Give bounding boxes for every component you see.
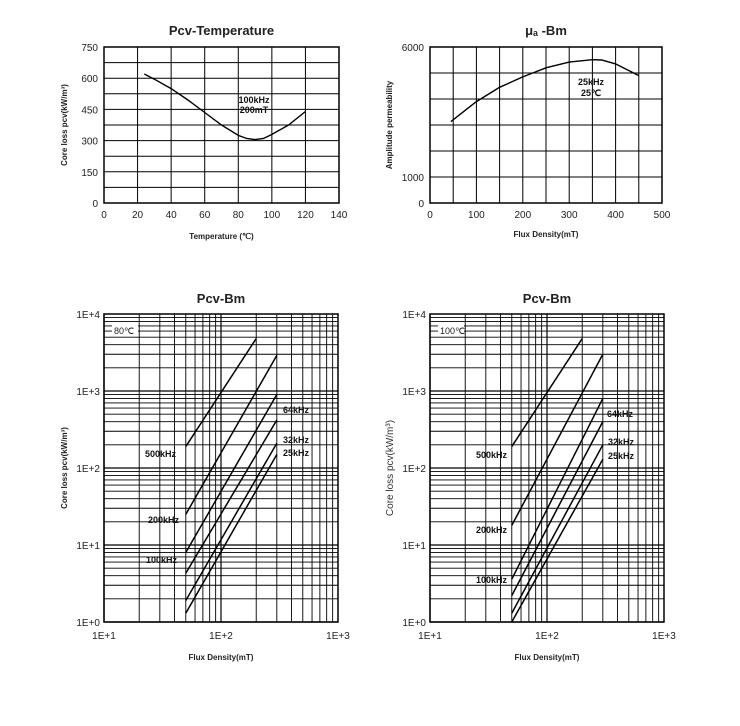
y-tick-label: 6000	[401, 43, 424, 54]
y-tick-label: 150	[81, 167, 98, 179]
y-tick-label: 1E+4	[76, 310, 100, 321]
series-line	[186, 355, 277, 514]
permeability-curve	[451, 60, 639, 122]
x-axis-label: Flux Density(mT)	[188, 653, 254, 662]
annotation-flux: 200mT	[239, 105, 269, 115]
pcv-temperature-chart	[60, 23, 348, 241]
x-tick-label: 60	[199, 210, 211, 221]
temperature-annotation: 80℃	[114, 326, 135, 336]
x-tick-label: 100	[263, 210, 281, 221]
y-tick-label: 450	[81, 105, 98, 117]
y-tick-label: 1E+4	[402, 310, 426, 321]
y-tick-label: 1E+0	[402, 618, 426, 629]
chart-title: Pcv-Bm	[522, 291, 572, 306]
y-tick-label: 0	[92, 199, 98, 210]
pcv-bm-80c-chart	[60, 291, 350, 662]
x-tick-label: 1E+1	[92, 631, 116, 642]
y-axis-label: Core loss pcv(kW/m³)	[60, 427, 69, 509]
series-label: 500kHz	[476, 450, 508, 460]
series-label: 200kHz	[148, 515, 180, 525]
y-tick-label: 1E+3	[76, 387, 100, 398]
y-tick-label: 600	[81, 74, 98, 86]
x-tick-label: 1E+1	[418, 631, 442, 642]
series-label: 32kHz	[283, 435, 310, 445]
x-axis-label: Temperature (℃)	[189, 232, 254, 241]
y-axis-label: Core loss pcv(kW/m³)	[385, 419, 396, 517]
y-tick-label: 1000	[401, 173, 424, 184]
series-label: 200kHz	[476, 525, 508, 535]
y-tick-label: 1E+2	[402, 464, 426, 475]
x-tick-label: 100	[468, 210, 485, 221]
x-tick-label: 0	[427, 210, 433, 221]
x-tick-label: 1E+3	[326, 631, 350, 642]
y-tick-label: 1E+0	[76, 618, 100, 629]
series-label: 25kHz	[608, 451, 635, 461]
y-tick-label: 1E+1	[76, 541, 100, 552]
y-tick-label: 300	[81, 136, 98, 148]
x-axis-label: Flux Density(mT)	[514, 653, 580, 662]
temperature-annotation: 100℃	[440, 326, 466, 336]
y-tick-label: 0	[418, 199, 424, 210]
series-label: 64kHz	[607, 409, 634, 419]
y-axis-label: Amplitude permeability	[385, 80, 394, 170]
series-label: 100kHz	[476, 575, 508, 585]
series-label: 25kHz	[283, 448, 310, 458]
series-line	[512, 445, 603, 613]
series-line	[512, 354, 603, 525]
x-tick-label: 80	[232, 210, 244, 221]
x-tick-label: 20	[132, 210, 144, 221]
x-tick-label: 0	[101, 210, 107, 221]
series-label: 64kHz	[283, 405, 310, 415]
x-tick-label: 1E+3	[652, 631, 676, 642]
series-line	[186, 395, 277, 553]
chart-title: Pcv-Temperature	[168, 23, 275, 38]
series-label: 500kHz	[145, 449, 177, 459]
annotation-frequency: 25kHz	[578, 77, 605, 87]
annotation-frequency: 100kHz	[238, 95, 270, 105]
chart-title: Pcv-Bm	[196, 291, 246, 306]
series-label: 100kHz	[146, 555, 178, 565]
x-tick-label: 1E+2	[209, 631, 233, 642]
chart-title: μₐ -Bm	[525, 23, 567, 38]
x-tick-label: 1E+2	[535, 631, 559, 642]
y-tick-label: 750	[81, 43, 98, 54]
amplitude-permeability-chart	[385, 23, 671, 239]
x-tick-label: 140	[330, 210, 348, 221]
x-tick-label: 200	[514, 210, 532, 221]
y-tick-label: 1E+1	[402, 541, 426, 552]
series-label: 32kHz	[608, 437, 635, 447]
pcv-bm-100c-chart	[385, 291, 676, 662]
y-axis-label: Core loss pcv(kW/m³)	[60, 84, 69, 166]
series-line	[186, 420, 277, 573]
core-loss-curve	[144, 74, 305, 140]
y-tick-label: 1E+3	[402, 387, 426, 398]
x-tick-label: 120	[297, 210, 314, 221]
x-axis-label: Flux Density(mT)	[513, 230, 579, 239]
y-tick-label: 1E+2	[76, 464, 100, 475]
x-tick-label: 500	[653, 210, 671, 221]
x-tick-label: 40	[165, 210, 177, 221]
x-tick-label: 400	[607, 210, 624, 221]
series-line	[512, 459, 603, 622]
annotation-temperature: 25℃	[581, 88, 602, 98]
x-tick-label: 300	[560, 210, 578, 221]
series-line	[186, 454, 277, 613]
